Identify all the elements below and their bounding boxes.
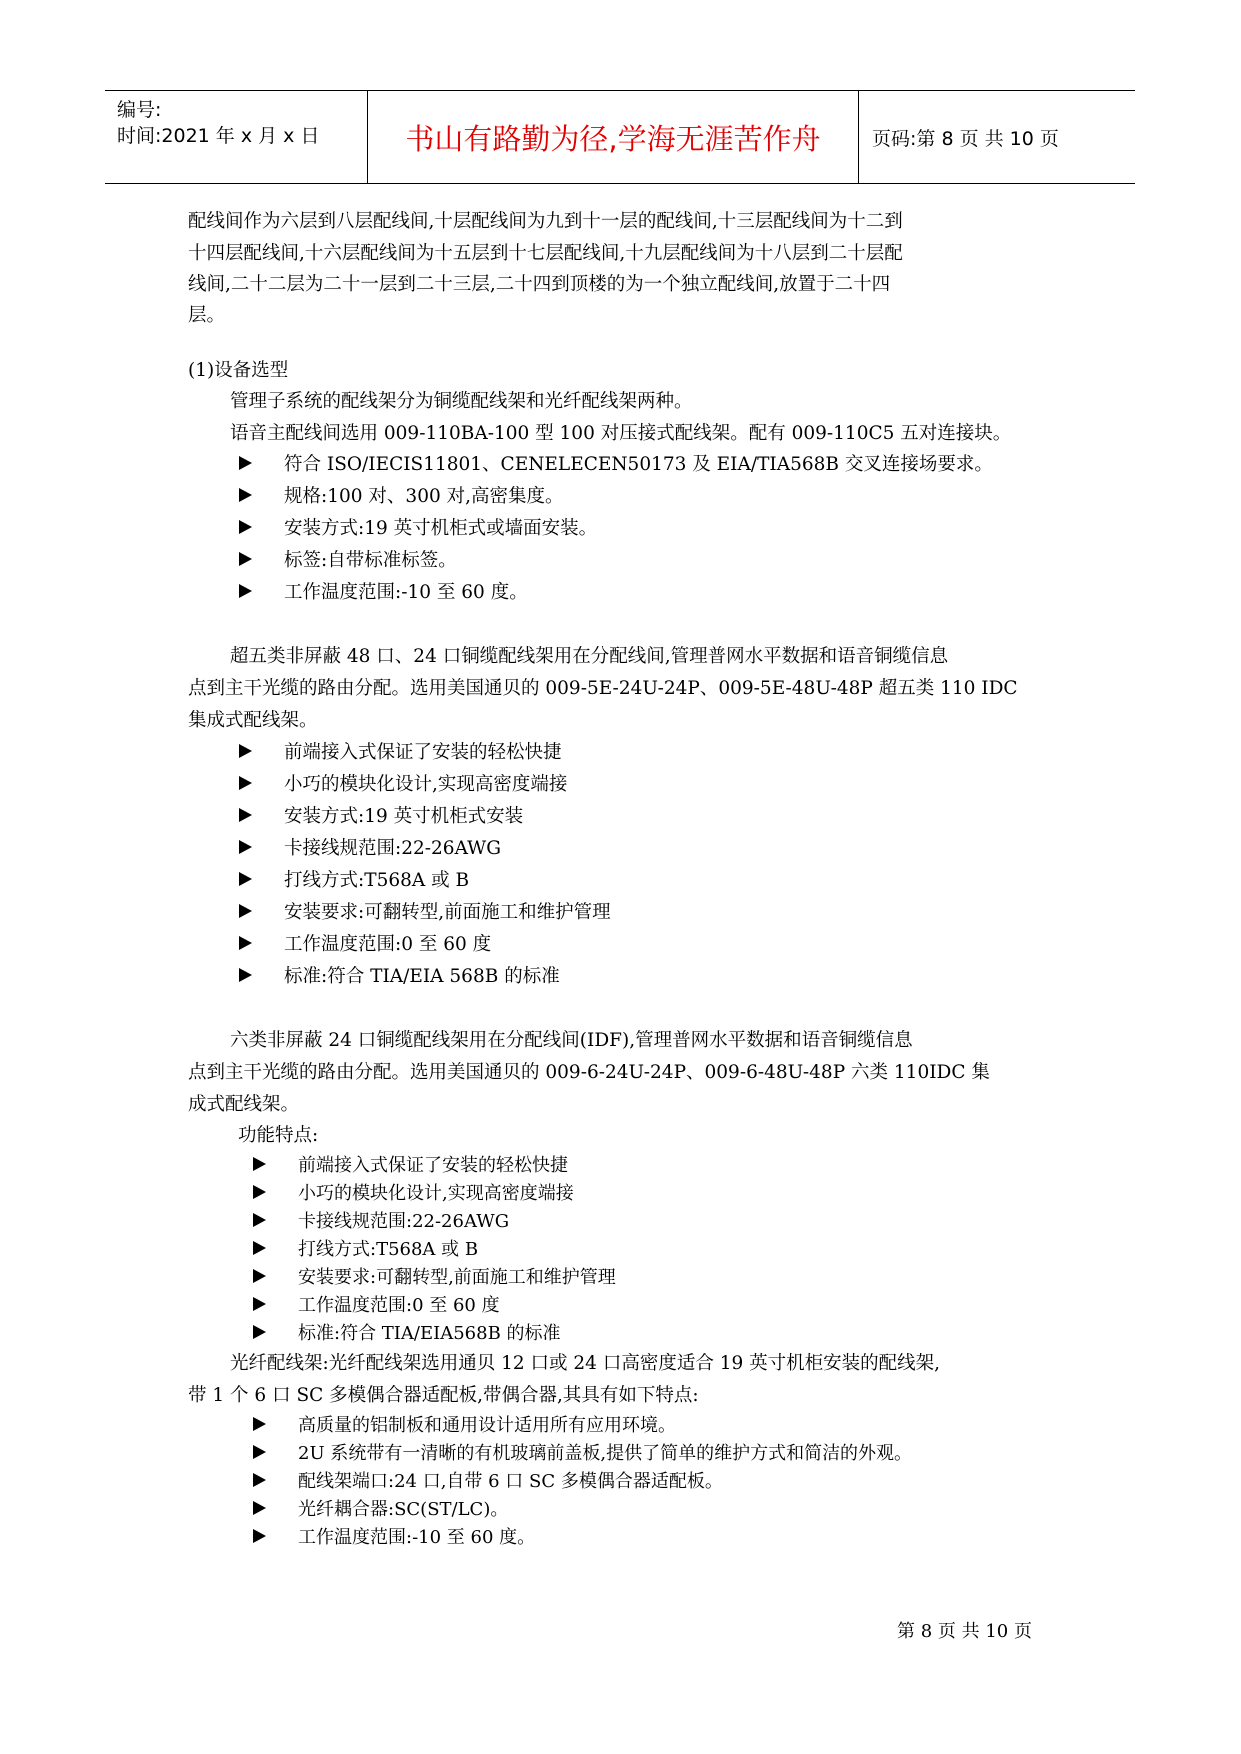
arrow-bullet-icon	[253, 1445, 266, 1459]
bullet-text: 工作温度范围:0 至 60 度	[284, 934, 492, 955]
intro-line: 层。	[188, 305, 226, 326]
bullet-item	[239, 584, 528, 603]
arrow-bullet-icon	[239, 488, 252, 502]
bullet-text: 打线方式:T568A 或 B	[298, 1239, 479, 1260]
arrow-bullet-icon	[253, 1297, 266, 1311]
bullet-item	[239, 872, 469, 891]
arrow-bullet-icon	[253, 1473, 266, 1487]
arrow-bullet-icon	[253, 1501, 266, 1515]
bullet-item	[253, 1325, 561, 1343]
bullet-item	[253, 1269, 616, 1287]
bullet-item	[239, 936, 491, 955]
bullet-text: 安装要求:可翻转型,前面施工和维护管理	[284, 902, 611, 923]
arrow-bullet-icon	[253, 1529, 266, 1543]
bullet-text: 小巧的模块化设计,实现高密度端接	[298, 1183, 574, 1204]
features-label: 功能特点:	[238, 1125, 319, 1146]
bullet-text: 安装要求:可翻转型,前面施工和维护管理	[298, 1267, 616, 1288]
bullet-text: 安装方式:19 英寸机柜式安装	[284, 806, 524, 827]
bullet-item	[253, 1157, 568, 1175]
bullet-item	[253, 1529, 535, 1547]
header-page-info: 页码:第 8 页 共 10 页	[872, 128, 1059, 150]
bullet-text: 高质量的铝制板和通用设计适用所有应用环境。	[298, 1415, 676, 1436]
bullet-item	[253, 1185, 574, 1203]
bullet-text: 小巧的模块化设计,实现高密度端接	[284, 774, 568, 795]
bullet-item	[239, 840, 501, 859]
arrow-bullet-icon	[239, 776, 252, 790]
bullet-text: 卡接线规范围:22-26AWG	[298, 1211, 510, 1232]
bullet-text: 工作温度范围:-10 至 60 度。	[298, 1527, 536, 1548]
header-motto: 书山有路勤为径,学海无涯苦作舟	[405, 122, 821, 156]
header-meta-cell	[105, 91, 368, 183]
bullet-text: 前端接入式保证了安装的轻松快捷	[284, 742, 562, 763]
paragraph: 六类非屏蔽 24 口铜缆配线架用在分配线间(IDF),管理普网水平数据和语音铜缆信息	[230, 1030, 913, 1051]
section-heading: (1)设备选型	[188, 360, 289, 381]
arrow-bullet-icon	[239, 840, 252, 854]
bullet-item	[239, 776, 567, 795]
paragraph: 集成式配线架。	[188, 710, 318, 731]
arrow-bullet-icon	[239, 552, 252, 566]
paragraph: 点到主干光缆的路由分配。选用美国通贝的 009-5E-24U-24P、009-5E-48U-48P 超五类 110 IDC	[188, 678, 1018, 699]
bullet-item	[239, 968, 560, 987]
bullet-text: 前端接入式保证了安装的轻松快捷	[298, 1155, 568, 1176]
arrow-bullet-icon	[239, 968, 252, 982]
bullet-item	[253, 1297, 500, 1315]
arrow-bullet-icon	[253, 1241, 266, 1255]
bullet-item	[239, 808, 523, 827]
bullet-item	[253, 1473, 723, 1491]
bullet-text: 规格:100 对、300 对,高密集度。	[284, 486, 564, 507]
paragraph: 带 1 个 6 口 SC 多模偶合器适配板,带偶合器,其具有如下特点:	[188, 1385, 699, 1406]
page-header	[105, 90, 1135, 184]
arrow-bullet-icon	[253, 1185, 266, 1199]
bullet-text: 卡接线规范围:22-26AWG	[284, 838, 501, 859]
bullet-item	[239, 488, 564, 507]
bullet-text: 配线架端口:24 口,自带 6 口 SC 多模偶合器适配板。	[298, 1471, 723, 1492]
bullet-item	[239, 552, 457, 571]
bullet-text: 安装方式:19 英寸机柜式或墙面安装。	[284, 518, 598, 539]
bullet-item	[239, 520, 597, 539]
arrow-bullet-icon	[253, 1157, 266, 1171]
bullet-item	[253, 1445, 912, 1463]
bullet-text: 标准:符合 TIA/EIA568B 的标准	[298, 1323, 561, 1344]
bullet-text: 符合 ISO/IECIS11801、CENELECEN50173 及 EIA/TIA568B 交叉连接场要求。	[284, 454, 993, 475]
page-footer: 第 8 页 共 10 页	[897, 1621, 1032, 1642]
doc-number-label: 编号:	[117, 99, 162, 121]
paragraph: 语音主配线间选用 009-110BA-100 型 100 对压接式配线架。配有 009-110C5 五对连接块。	[230, 423, 1012, 444]
bullet-item	[239, 904, 611, 923]
arrow-bullet-icon	[239, 456, 252, 470]
bullet-text: 标签:自带标准标签。	[284, 550, 457, 571]
arrow-bullet-icon	[239, 936, 252, 950]
paragraph: 超五类非屏蔽 48 口、24 口铜缆配线架用在分配线间,管理普网水平数据和语音铜缆信息	[230, 646, 949, 667]
bullet-text: 光纤耦合器:SC(ST/LC)。	[298, 1499, 509, 1520]
bullet-text: 工作温度范围:-10 至 60 度。	[284, 582, 528, 603]
paragraph: 成式配线架。	[188, 1094, 300, 1115]
header-motto-cell	[368, 91, 859, 183]
intro-line: 十四层配线间,十六层配线间为十五层到十七层配线间,十九层配线间为十八层到二十层配	[188, 243, 903, 264]
arrow-bullet-icon	[239, 872, 252, 886]
bullet-item	[239, 456, 993, 475]
arrow-bullet-icon	[253, 1417, 266, 1431]
intro-line: 配线间作为六层到八层配线间,十层配线间为九到十一层的配线间,十三层配线间为十二到	[188, 211, 903, 232]
bullet-item	[253, 1417, 676, 1435]
paragraph: 光纤配线架:光纤配线架选用通贝 12 口或 24 口高密度适合 19 英寸机柜安装的配线架,	[230, 1353, 941, 1374]
arrow-bullet-icon	[253, 1213, 266, 1227]
arrow-bullet-icon	[239, 584, 252, 598]
arrow-bullet-icon	[239, 520, 252, 534]
bullet-text: 工作温度范围:0 至 60 度	[298, 1295, 500, 1316]
arrow-bullet-icon	[253, 1269, 266, 1283]
intro-line: 线间,二十二层为二十一层到二十三层,二十四到顶楼的为一个独立配线间,放置于二十四	[188, 274, 891, 295]
doc-time-label: 时间:2021 年 x 月 x 日	[117, 125, 320, 147]
paragraph: 管理子系统的配线架分为铜缆配线架和光纤配线架两种。	[230, 391, 693, 412]
bullet-item	[253, 1241, 478, 1259]
header-page-cell	[859, 91, 1135, 183]
bullet-text: 打线方式:T568A 或 B	[284, 870, 470, 891]
arrow-bullet-icon	[253, 1325, 266, 1339]
bullet-item	[253, 1501, 508, 1519]
arrow-bullet-icon	[239, 904, 252, 918]
bullet-text: 2U 系统带有一清晰的有机玻璃前盖板,提供了简单的维护方式和简洁的外观。	[298, 1443, 913, 1464]
paragraph: 点到主干光缆的路由分配。选用美国通贝的 009-6-24U-24P、009-6-48U-48P 六类 110IDC 集	[188, 1062, 990, 1083]
arrow-bullet-icon	[239, 808, 252, 822]
bullet-text: 标准:符合 TIA/EIA 568B 的标准	[284, 966, 560, 987]
bullet-item	[253, 1213, 509, 1231]
bullet-item	[239, 744, 562, 763]
arrow-bullet-icon	[239, 744, 252, 758]
